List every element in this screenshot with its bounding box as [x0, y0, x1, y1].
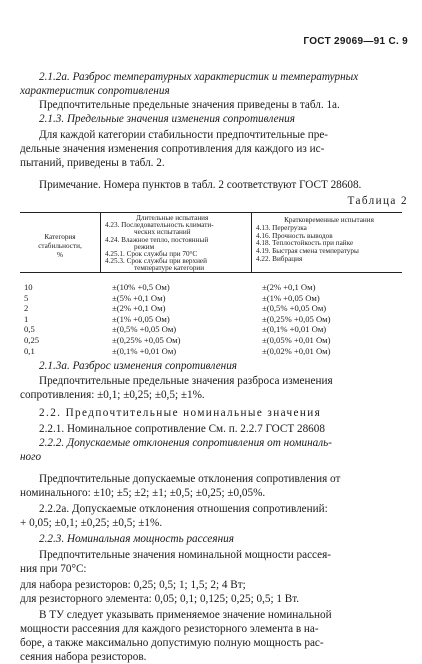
- col2-header-line: температуре категории: [134, 264, 205, 273]
- col2-header-line: 4.25.1. Срок службы при 70°С: [105, 250, 198, 258]
- col2-header-line: режим: [134, 242, 155, 251]
- row-short-term: ±(0,25% +0,05 Ом): [262, 313, 331, 324]
- col3-header-line: 4.13. Перегрузка: [256, 223, 307, 232]
- page-header: ГОСТ 29069—91 С. 9: [303, 36, 408, 47]
- text-line: для резисторного элемента: 0,05; 0,1; 0,125; 0,25; 0,5; 1 Вт.: [20, 593, 300, 605]
- table-col-divider-2: [251, 212, 252, 273]
- row-long-term: ±(1% +0,05 Ом): [112, 313, 170, 324]
- col1-header-line: стабильности,: [38, 242, 82, 250]
- row-long-term: ±(10% +0,5 Ом): [112, 282, 170, 292]
- text-line: ния при 70°С:: [20, 563, 87, 575]
- row-short-term: ±(0,5% +0,05 Ом): [262, 303, 327, 314]
- text-line: + 0,05; ±0,1; ±0,25; ±0,5; ±1%.: [20, 517, 163, 529]
- col3-header-line: 4.19. Быстрая смена температуры: [256, 247, 359, 256]
- text-line: Предпочтительные допускаемые отклонения сопротивления от: [39, 473, 341, 485]
- text-line: Примечание. Номера пунктов в табл. 2 соответствуют ГОСТ 28608.: [39, 179, 362, 191]
- row-short-term: ±(2% +0,1 Ом): [262, 282, 316, 292]
- col2-header-line: ческих испытаний: [134, 228, 191, 237]
- text-line: пытаний, приведены в табл. 2.: [20, 157, 165, 169]
- col2-header-line: Длительные испытания: [136, 214, 209, 222]
- text-line: характеристик сопротивления: [20, 85, 170, 97]
- text-line: В ТУ следует указывать применяемое значение номинальной: [39, 609, 332, 621]
- row-short-term: ±(0,1% +0,01 Ом): [262, 324, 327, 335]
- text-line: 2.1.2а. Разброс температурных характеристик и температурных: [39, 71, 359, 83]
- col3-header-line: 4.22. Вибрация: [256, 255, 303, 263]
- text-line: дельные значения изменения сопротивления для каждого из ис-: [20, 143, 325, 155]
- text-line: Предпочтительные значения номинальной мощности рассея-: [39, 549, 331, 561]
- text-line: 2.2.2. Допускаемые отклонения сопротивления от номиналь-: [39, 437, 332, 449]
- col2-header-line: 4.25.3. Срок службы при верхней: [105, 257, 207, 266]
- table-header-rule: [20, 272, 402, 273]
- text-line: 2.2. Предпочтительные номинальные значения: [39, 407, 322, 419]
- row-long-term: ±(5% +0,1 Ом): [112, 292, 166, 303]
- text-line: для набора резисторов: 0,25; 0,5; 1; 1,5; 2; 4 Вт;: [20, 579, 246, 591]
- text-line: 2.2.3. Номинальная мощность рассеяния: [39, 533, 234, 545]
- row-category: 2: [24, 303, 29, 314]
- text-line: сопротивления: ±0,1; ±0,25; ±0,5; ±1%.: [20, 389, 205, 401]
- text-line: мощности рассеяния для каждого резисторного элемента в на-: [20, 623, 319, 635]
- row-long-term: ±(0,5% +0,05 Ом): [112, 324, 177, 335]
- row-short-term: ±(1% +0,05 Ом): [262, 292, 320, 303]
- text-line: Таблица 2: [347, 195, 408, 207]
- table-col-divider-1: [100, 212, 101, 273]
- col2-header-line: 4.23. Последовательность климати-: [105, 221, 214, 230]
- text-line: боре, а также максимально допустимую полную мощность рас-: [20, 637, 324, 649]
- text-line: Предпочтительные предельные значения разброса изменения: [39, 375, 333, 387]
- row-short-term: ±(0,05% +0,01 Ом): [262, 335, 331, 345]
- row-long-term: ±(0,1% +0,01 Ом): [112, 345, 177, 356]
- text-line: 2.2.2а. Допускаемые отклонения отношения сопротивлений:: [39, 503, 328, 515]
- row-category: 5: [24, 292, 29, 303]
- row-category: 10: [24, 282, 33, 292]
- row-short-term: ±(0,02% +0,01 Ом): [262, 345, 331, 356]
- text-line: 2.2.1. Номинальное сопротивление См. п. 2.2.7 ГОСТ 28608: [39, 423, 325, 435]
- text-line: ного: [20, 451, 42, 463]
- table-top-rule: [20, 212, 402, 213]
- text-line: Для каждой категории стабильности предпочтительные пре-: [39, 129, 329, 141]
- row-category: 0,25: [24, 335, 40, 345]
- col2-header-line: 4.24. Влажное тепло, постоянный: [105, 235, 209, 244]
- col3-header-line: 4.16. Прочность выводов: [256, 231, 333, 240]
- row-long-term: ±(2% +0,1 Ом): [112, 303, 166, 314]
- text-line: номинального: ±10; ±5; ±2; ±1; ±0,5; ±0,25; ±0,05%.: [20, 487, 266, 499]
- row-category: 0,1: [24, 345, 35, 356]
- row-category: 0,5: [24, 324, 35, 335]
- col3-header-line: Кратковременные испытания: [284, 216, 374, 224]
- row-long-term: ±(0,25% +0,05 Ом): [112, 335, 181, 345]
- text-line: 2.1.3. Предельные значения изменения сопротивления: [39, 113, 295, 125]
- text-line: Предпочтительные предельные значения приведены в табл. 1а.: [39, 99, 340, 111]
- text-line: 2.1.3а. Разброс изменения сопротивления: [39, 360, 238, 372]
- text-line: сеяния набора резисторов.: [20, 651, 147, 663]
- col1-header-line: %: [57, 251, 63, 259]
- row-category: 1: [24, 313, 29, 324]
- col3-header-line: 4.18. Теплостойкость при пайке: [256, 239, 354, 248]
- col1-header-line: Категория: [44, 233, 76, 241]
